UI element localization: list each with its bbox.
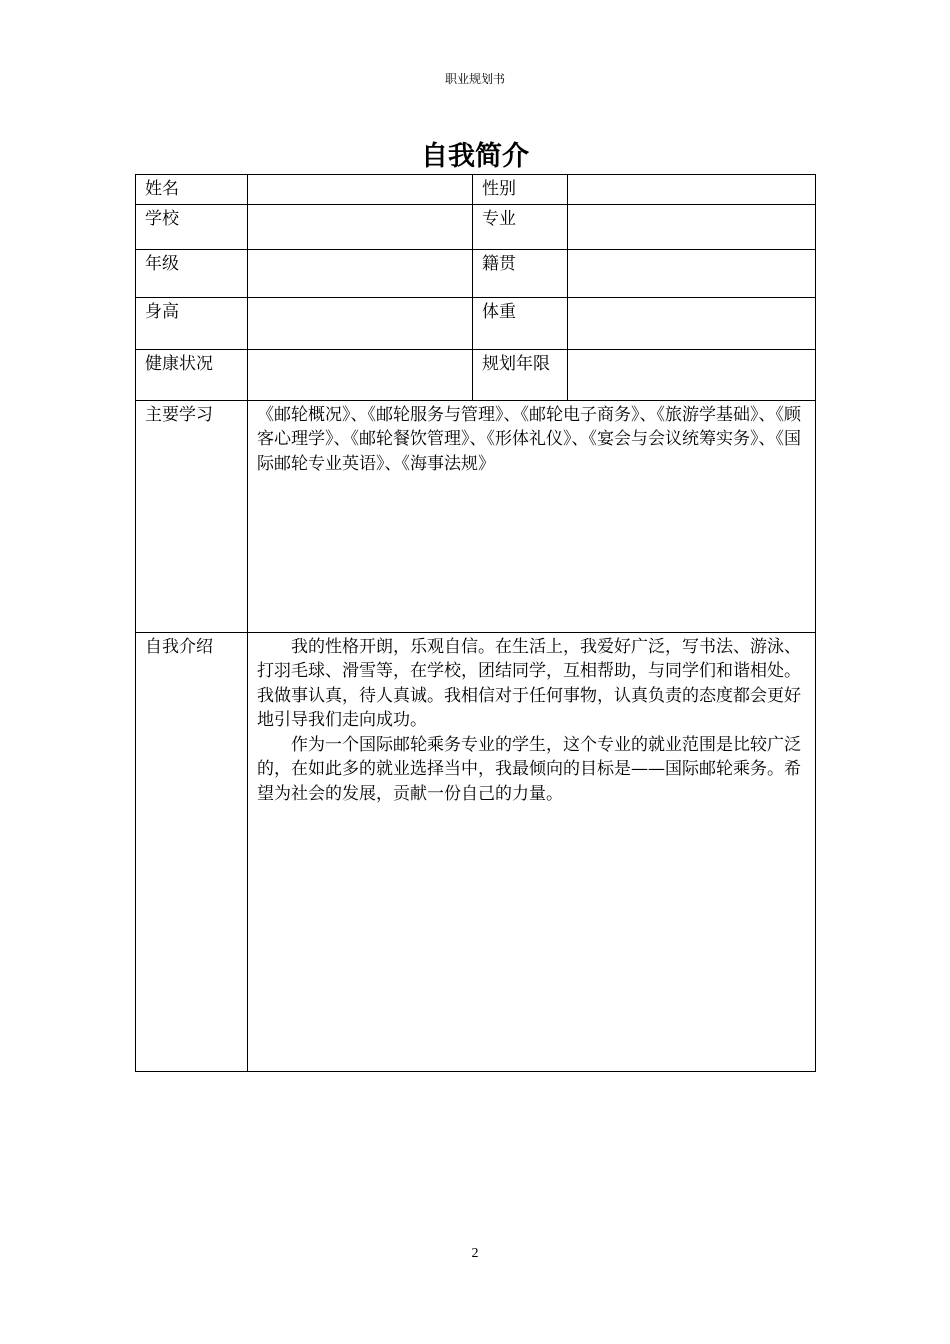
label-weight: 体重	[473, 297, 568, 349]
table-row-school	[136, 204, 816, 249]
table-row-study	[136, 400, 816, 632]
label-study: 主要学习	[136, 400, 248, 632]
table-row-name	[136, 175, 816, 205]
value-height[interactable]	[248, 297, 473, 349]
value-name[interactable]	[248, 175, 473, 205]
value-school[interactable]	[248, 204, 473, 249]
table-row-intro	[136, 632, 816, 1071]
label-grade: 年级	[136, 249, 248, 297]
value-hometown[interactable]	[568, 249, 816, 297]
intro-paragraph-2: 作为一个国际邮轮乘务专业的学生，这个专业的就业范围是比较广泛的，在如此多的就业选择当中，我最倾向的目标是——国际邮轮乘务。希望为社会的发展，贡献一份自己的力量。	[257, 734, 801, 804]
label-height: 身高	[136, 297, 248, 349]
page-number: 2	[471, 1246, 479, 1261]
table-row-health	[136, 349, 816, 400]
intro-paragraph-1: 我的性格开朗，乐观自信。在生活上，我爱好广泛，写书法、游泳、打羽毛球、滑雪等，在学校，团结同学，互相帮助，与同学们和谐相处。我做事认真，待人真诚。我相信对于任何事物，认真负责的态度都会更好地引导我们走向成功。	[257, 636, 801, 730]
value-intro	[248, 632, 816, 1071]
label-major: 专业	[473, 204, 568, 249]
value-study	[248, 400, 816, 632]
table-row-grade	[136, 249, 816, 297]
profile-table	[135, 174, 816, 1072]
value-weight[interactable]	[568, 297, 816, 349]
value-major[interactable]	[568, 204, 816, 249]
table-row-height	[136, 297, 816, 349]
page-title: 自我简介	[421, 141, 529, 172]
study-content: 《邮轮概况》、《邮轮服务与管理》、《邮轮电子商务》、《旅游学基础》、《顾客心理学》、《邮轮餐饮管理》、《形体礼仪》、《宴会与会议统筹实务》、《国际邮轮专业英语》、《海事法规》	[257, 404, 801, 474]
value-health[interactable]	[248, 349, 473, 400]
page-header: 职业规划书	[444, 72, 505, 86]
label-gender: 性别	[473, 175, 568, 205]
label-health: 健康状况	[136, 349, 248, 400]
label-name: 姓名	[136, 175, 248, 205]
value-gender[interactable]	[568, 175, 816, 205]
value-grade[interactable]	[248, 249, 473, 297]
label-hometown: 籍贯	[473, 249, 568, 297]
label-plan-years: 规划年限	[473, 349, 568, 400]
value-plan-years[interactable]	[568, 349, 816, 400]
label-school: 学校	[136, 204, 248, 249]
label-intro: 自我介绍	[136, 632, 248, 1071]
